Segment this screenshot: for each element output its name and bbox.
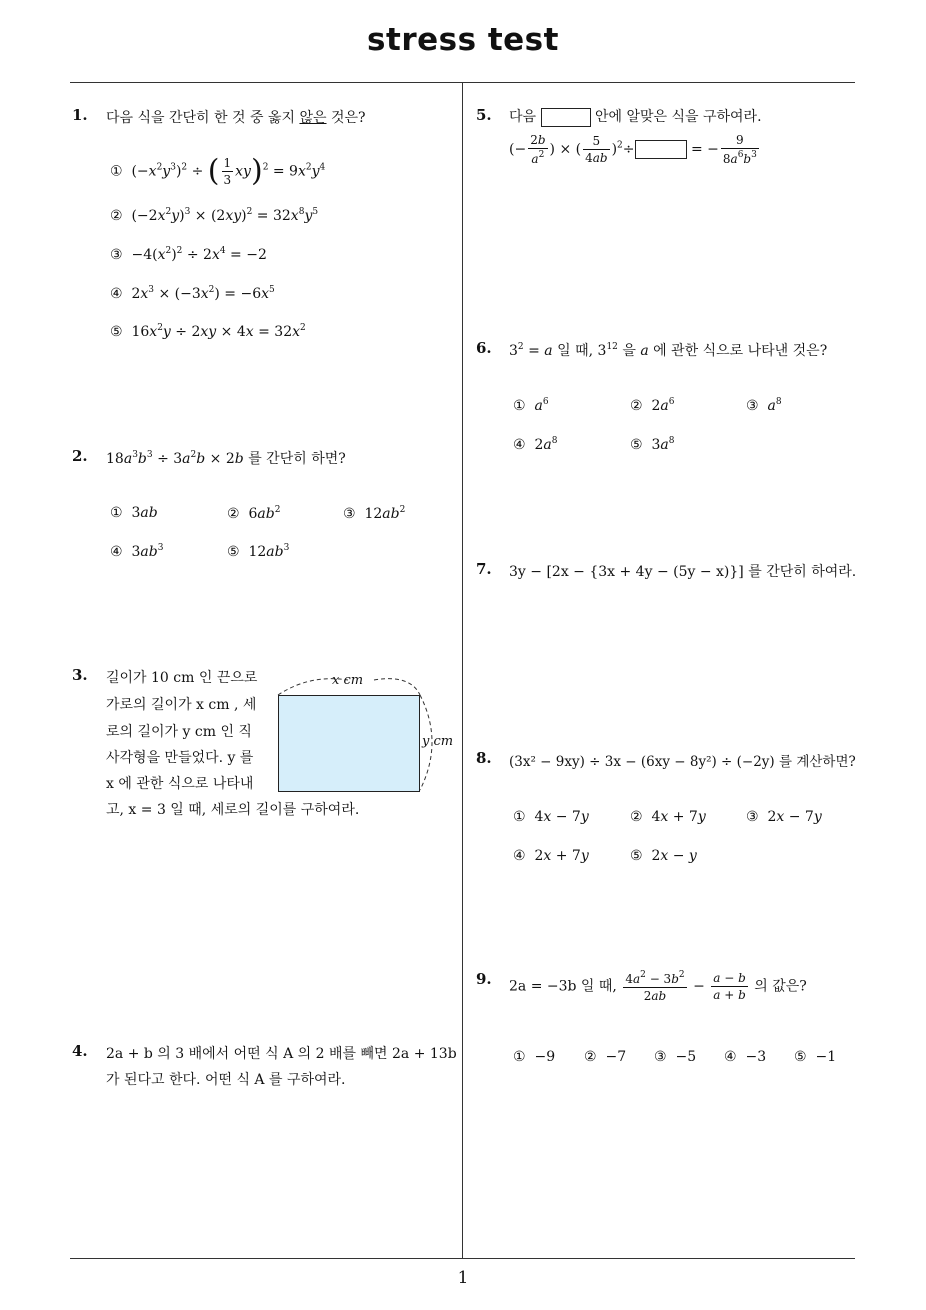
option-4[interactable]: ④ 2x + 7y bbox=[513, 848, 589, 864]
option-3[interactable]: ③ −5 bbox=[654, 1049, 697, 1065]
option-1[interactable]: ① 3ab bbox=[110, 505, 158, 521]
option-1[interactable]: ① 4x − 7y bbox=[513, 809, 589, 825]
question-number: 6. bbox=[476, 339, 492, 357]
question-number: 3. bbox=[72, 666, 88, 684]
option-5[interactable]: ⑤ $12ab^3$ bbox=[227, 543, 290, 560]
question-text-line: 가 된다고 한다. 어떤 식 A 를 구하여라. bbox=[106, 1072, 346, 1088]
option-2[interactable]: ② 4x + 7y bbox=[630, 809, 706, 825]
question-text-line: 고, x = 3 일 때, 세로의 길이를 구하여라. bbox=[106, 802, 360, 818]
question-prompt: $3^2 = a$ 일 때, $3^{12}$ 을 a 에 관한 식으로 나타낸 것은? bbox=[509, 342, 828, 359]
question-text-line: 로의 길이가 y cm 인 직 bbox=[106, 724, 252, 740]
question-prompt: 2a = −3b 일 때, $\frac{4a^2 - 3b^2}{2ab}$ − $\frac{a - b}{a + b}$ 의 값은? bbox=[509, 970, 807, 1003]
option-4[interactable]: ④ −3 bbox=[724, 1049, 767, 1065]
rectangle-figure bbox=[278, 695, 420, 792]
option-2[interactable]: ② $2a^6$ bbox=[630, 397, 675, 414]
question-text-line: 사각형을 만들었다. y 를 bbox=[106, 750, 254, 766]
footer-rule bbox=[70, 1258, 855, 1259]
page-number: 1 bbox=[457, 1268, 469, 1288]
question-number: 7. bbox=[476, 560, 492, 578]
option-5[interactable]: ⑤ −1 bbox=[794, 1049, 837, 1065]
option-4[interactable]: ④ $2x^3 \times (-3x^2) = -6x^5$ bbox=[110, 285, 275, 302]
option-5[interactable]: ⑤ 2x − y bbox=[630, 848, 697, 864]
question-equation: (− $\frac{2b}{a^2}$ ) × ( $\frac{5}{4ab}$ )$^2$÷ = − $\frac{9}{8a^6b^3}$ bbox=[509, 133, 757, 166]
page-title: stress test bbox=[367, 22, 559, 58]
question-text-line: 가로의 길이가 x cm , 세 bbox=[106, 697, 257, 713]
question-number: 1. bbox=[72, 106, 88, 124]
height-label: y cm bbox=[422, 734, 454, 749]
question-number: 8. bbox=[476, 749, 492, 767]
option-5[interactable]: ⑤ $3a^8$ bbox=[630, 436, 675, 453]
answer-box[interactable] bbox=[635, 140, 687, 159]
answer-box[interactable] bbox=[541, 108, 591, 127]
column-divider bbox=[462, 83, 463, 1259]
question-number: 5. bbox=[476, 106, 492, 124]
question-number: 9. bbox=[476, 970, 492, 988]
question-prompt: 다음 식을 간단히 한 것 중 옳지 않은 것은? bbox=[106, 110, 366, 126]
option-3[interactable]: ③ $12ab^2$ bbox=[343, 505, 406, 522]
option-4[interactable]: ④ $2a^8$ bbox=[513, 436, 558, 453]
option-1[interactable]: ① −9 bbox=[513, 1049, 556, 1065]
option-2[interactable]: ② $(-2x^2y)^3 \times (2xy)^2 = 32x^8y^5$ bbox=[110, 207, 319, 224]
question-number: 4. bbox=[72, 1042, 88, 1060]
option-3[interactable]: ③ $a^8$ bbox=[746, 397, 782, 414]
question-prompt: (3x² − 9xy) ÷ 3x − (6xy − 8y²) ÷ (−2y) 를 계산하면? bbox=[509, 754, 856, 770]
option-3[interactable]: ③ 2x − 7y bbox=[746, 809, 822, 825]
option-2[interactable]: ② $6ab^2$ bbox=[227, 505, 281, 522]
question-number: 2. bbox=[72, 447, 88, 465]
question-text-line: 2a + b 의 3 배에서 어떤 식 A 의 2 배를 빼면 2a + 13b bbox=[106, 1046, 457, 1062]
question-text-line: 길이가 10 cm 인 끈으로 bbox=[106, 670, 258, 686]
option-1[interactable]: ① $(-x^2y^3)^2$ ÷ ( $\frac{1}{3}$ $xy)^2 = 9x^2y^4$ bbox=[110, 153, 326, 189]
question-prompt: 다음 안에 알맞은 식을 구하여라. bbox=[509, 109, 762, 125]
option-4[interactable]: ④ $3ab^3$ bbox=[110, 543, 164, 560]
option-5[interactable]: ⑤ $16x^2y \div 2xy \times 4x = 32x^2$ bbox=[110, 323, 306, 340]
width-label: x cm bbox=[332, 673, 364, 688]
question-prompt: 3y − [2x − {3x + 4y − (5y − x)}] 를 간단히 하여라. bbox=[509, 564, 857, 580]
question-text-line: x 에 관한 식으로 나타내 bbox=[106, 776, 254, 792]
option-3[interactable]: ③ $-4(x^2)^2 \div 2x^4 = -2$ bbox=[110, 246, 267, 263]
question-prompt: $18a^3b^3 \div 3a^2b \times 2b$ 를 간단히 하면? bbox=[106, 450, 346, 467]
option-1[interactable]: ① $a^6$ bbox=[513, 397, 549, 414]
option-2[interactable]: ② −7 bbox=[584, 1049, 627, 1065]
